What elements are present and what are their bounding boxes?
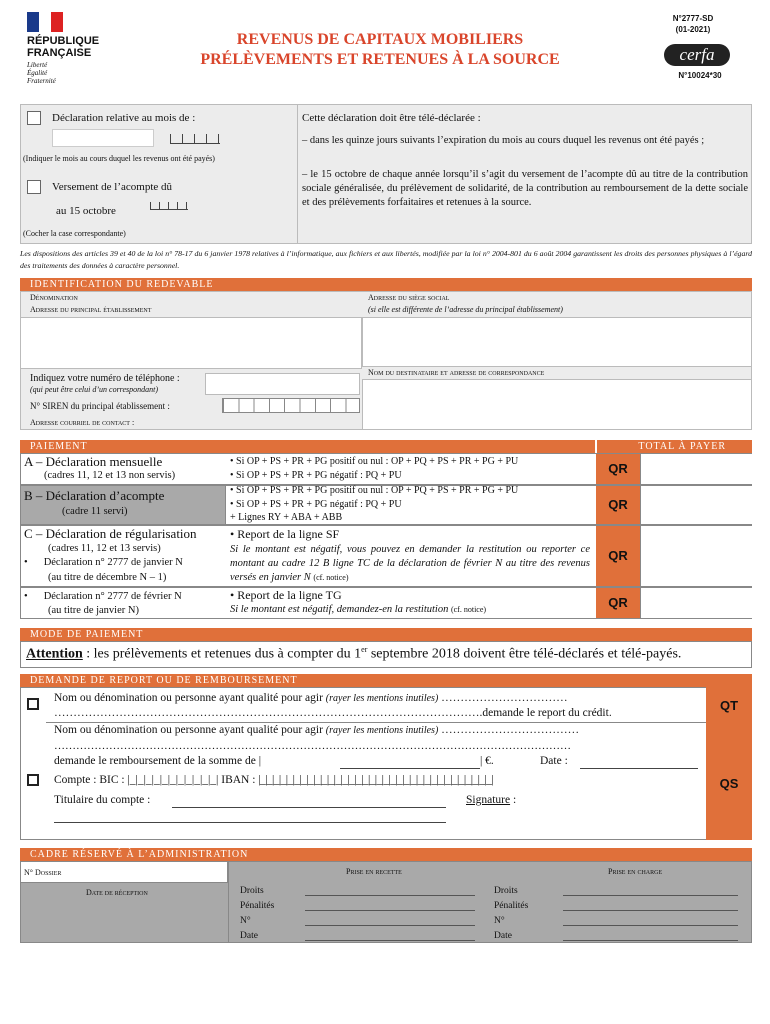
report-header: DEMANDE DE REPORT OU DE REMBOURSEMENT — [20, 674, 752, 687]
bic-input[interactable]: |_|_|_|_|_|_|_|_|_|_|_| — [127, 774, 219, 786]
qs-line1: Nom ou dénomination ou personne ayant qualité pour agir (rayer les mentions inutiles) ……………………………… — [54, 724, 580, 736]
row-d-item2a: • Déclaration n° 2777 de février N — [24, 591, 182, 602]
siren-label: N° SIREN du principal établissement : — [30, 401, 170, 411]
admin-header: CADRE RÉSERVÉ À L’ADMINISTRATION — [20, 848, 752, 861]
motto: Liberté Égalité Fraternité — [27, 61, 56, 85]
title-line2: PRÉLÈVEMENTS ET RETENUES À LA SOURCE — [200, 51, 560, 68]
month-checkbox[interactable] — [27, 111, 41, 125]
prise-charge-label: Prise en charge — [608, 867, 663, 876]
month-hint: (Indiquer le mois au cours duquel les revenus ont été payés) — [23, 154, 215, 163]
marianne-icon — [27, 12, 63, 32]
row-b-line1: • Si OP + PS + PR + PG positif ou nul : OP + PQ + PS + PR + PG + PU — [230, 485, 519, 496]
form-number-block — [638, 13, 748, 35]
row-c-item1a: • Déclaration n° 2777 de janvier N — [24, 557, 183, 568]
total-header: TOTAL À PAYER — [597, 440, 752, 453]
row-b-sub: (cadre 11 servi) — [62, 506, 128, 517]
row-a-sub: (cadres 11, 12 et 13 non servis) — [44, 470, 176, 481]
adresse-siege-label: Adresse du siège social — [368, 293, 450, 302]
qs-euro: | €. — [480, 755, 494, 767]
row-b-qr: QR — [596, 486, 640, 524]
row-a-qr: QR — [596, 454, 640, 484]
row-d-amount[interactable] — [640, 588, 752, 618]
adresse-principal-label: Adresse du principal établissement — [30, 305, 152, 314]
row-d-tg-title: • Report de la ligne TG — [230, 588, 342, 602]
row-d-item2b: (au titre de janvier N) — [48, 605, 139, 616]
francaise-text: FRANÇAISE — [27, 47, 92, 59]
prise-recette-label: Prise en recette — [346, 867, 402, 876]
qs-titulaire-input[interactable] — [172, 807, 446, 808]
form-title — [150, 30, 610, 70]
paiement-header: PAIEMENT — [20, 440, 595, 453]
row-a-line1: • Si OP + PS + PR + PG positif ou nul : OP + PQ + PS + PR + PG + PU — [230, 456, 519, 467]
destinataire-label: Nom du destinataire et adresse de correspondance — [368, 368, 545, 377]
qs-titulaire-input-2[interactable] — [54, 822, 446, 823]
tele-item2: – le 15 octobre de chaque année lorsqu’il s’agit du versement de l’acompte dû au titre de la contribution sociale généralisée, du prélèvement de solidarité, de la contribution au remboursement de la dette sociale et des prélèvements forfaitaires et retenues à la source. — [302, 169, 748, 208]
legal-notice: Les dispositions des articles 39 et 40 de la loi n° 78-17 du 6 janvier 1978 relatives à l’informatique, aux fichiers et aux libertés, modifiée par la loi n° 2004-801 du 6 août 2004 garantissent les droits des personnes physiques à l’égard des traitements des données à caractère personnel. — [20, 249, 752, 270]
row-b-amount[interactable] — [640, 486, 752, 524]
row-b-line2: • Si OP + PS + PR + PG négatif : PQ + PU — [230, 499, 402, 510]
row-c-sf-title: • Report de la ligne SF — [230, 527, 340, 541]
declaration-divider — [297, 104, 298, 244]
row-c-sf-text: Si le montant est négatif, vous pouvez en demander la restitution ou reporter ce montant au cadre 12 B ligne TC de la déclaration de février N au titre des revenus versés en janvier N (cf. notice) — [230, 544, 590, 583]
qs-checkbox[interactable] — [27, 774, 39, 786]
republique-text: RÉPUBLIQUE — [27, 35, 100, 47]
courriel-label: Adresse courriel de contact : — [30, 418, 135, 427]
row-c-title: C – Déclaration de régularisation — [24, 526, 197, 541]
siren-input[interactable] — [222, 398, 360, 413]
tele-item1: – dans les quinze jours suivants l’expiration du mois au cours duquel les revenus ont été payés ; — [302, 135, 705, 146]
cerfa-number: N°10024*30 — [678, 71, 722, 80]
adresse-siege-input[interactable] — [362, 317, 752, 367]
telephone-input[interactable] — [205, 373, 360, 395]
cocher-hint: (Cocher la case correspondante) — [23, 229, 126, 238]
qs-date-label: Date : — [540, 755, 568, 767]
recette-fields: Droits Pénalités N° Date — [240, 886, 275, 941]
destinataire-input[interactable] — [362, 379, 752, 430]
qs-line2: …………………………………………………………………………………………………………………………… — [54, 740, 571, 752]
year-input[interactable] — [170, 134, 220, 144]
acompte-year-input[interactable] — [150, 202, 188, 210]
row-a-amount[interactable] — [640, 454, 752, 484]
row-d-qr: QR — [596, 588, 640, 618]
row-c-amount[interactable] — [640, 526, 752, 586]
iban-input[interactable]: |_|_|_|_|_|_|_|_|_|_|_|_|_|_|_|_|_|_|_|_|_|_|_|_|_|_|_|_|_|_|_|_|_|_| — [258, 774, 493, 786]
acompte-date: au 15 octobre — [56, 205, 116, 217]
report-divider — [46, 722, 706, 723]
adresse-siege-note: (si elle est différente de l’adresse du principal établissement) — [368, 305, 563, 314]
cerfa-logo: cerfa — [664, 44, 730, 66]
mode-text: Attention : les prélèvements et retenues dus à compter du 1er septembre 2018 doivent être télé-déclarés et télé-payés. — [26, 645, 682, 662]
row-c-item1b: (au titre de décembre N – 1) — [48, 572, 167, 583]
month-label: Déclaration relative au mois de : — [52, 112, 196, 124]
recette-lines[interactable] — [305, 884, 475, 944]
row-b-title: B – Déclaration d’acompte — [24, 488, 165, 503]
form-number: N°2777-SD — [672, 14, 714, 23]
qt-line2: ………………………………………………………………………………………………….demande le report du crédit. — [54, 707, 612, 719]
charge-fields: Droits Pénalités N° Date — [494, 886, 529, 941]
denomination-input[interactable] — [20, 317, 362, 369]
admin-divider — [228, 861, 229, 943]
qs-compte: Compte : BIC : |_|_|_|_|_|_|_|_|_|_|_| IBAN : |_|_|_|_|_|_|_|_|_|_|_|_|_|_|_|_|_|_|_|_|_|_|_|_|_|_|_|_|_|_|_|_|_|_| — [54, 774, 493, 786]
qs-date-input[interactable] — [580, 768, 698, 769]
qs-amount-input[interactable] — [340, 768, 480, 769]
telephone-label: Indiquez votre numéro de téléphone : — [30, 373, 180, 384]
form-version: (01-2021) — [675, 25, 711, 34]
telephone-note: (qui peut être celui d’un correspondant) — [30, 385, 159, 394]
row-b-line3: + Lignes RY + ABA + ABB — [230, 512, 343, 523]
qt-line1: Nom ou dénomination ou personne ayant qualité pour agir (rayer les mentions inutiles) …………………………… — [54, 692, 568, 704]
acompte-label: Versement de l’acompte dû — [52, 181, 173, 193]
row-d-tg-text: Si le montant est négatif, demandez-en la restitution (cf. notice) — [230, 604, 487, 615]
mode-header: MODE DE PAIEMENT — [20, 628, 752, 641]
date-reception-label: Date de réception — [86, 888, 148, 897]
qs-signature-label: Signature : — [466, 794, 517, 806]
qs-code: QS — [719, 776, 739, 791]
title-line1: REVENUS DE CAPITAUX MOBILIERS — [236, 31, 524, 48]
acompte-checkbox[interactable] — [27, 180, 41, 194]
row-a-line2: • Si OP + PS + PR + PG négatif : PQ + PU — [230, 470, 402, 481]
row-c-sub: (cadres 11, 12 et 13 servis) — [48, 543, 161, 554]
row-a-title: A – Déclaration mensuelle — [24, 454, 163, 469]
qt-checkbox[interactable] — [27, 698, 39, 710]
qs-rembourse-label: demande le remboursement de la somme de | — [54, 755, 261, 767]
qt-code: QT — [719, 698, 739, 713]
row-c-qr: QR — [596, 526, 640, 586]
month-input[interactable] — [52, 129, 154, 147]
qs-titulaire-label: Titulaire du compte : — [54, 794, 151, 806]
logo-republique — [27, 12, 117, 92]
tele-title: Cette déclaration doit être télé-déclarée : — [302, 112, 481, 124]
identification-header: IDENTIFICATION DU REDEVABLE — [20, 278, 752, 291]
dossier-label: N° Dossier — [24, 868, 62, 877]
denomination-label: Dénomination — [30, 293, 78, 302]
charge-lines[interactable] — [563, 884, 738, 944]
